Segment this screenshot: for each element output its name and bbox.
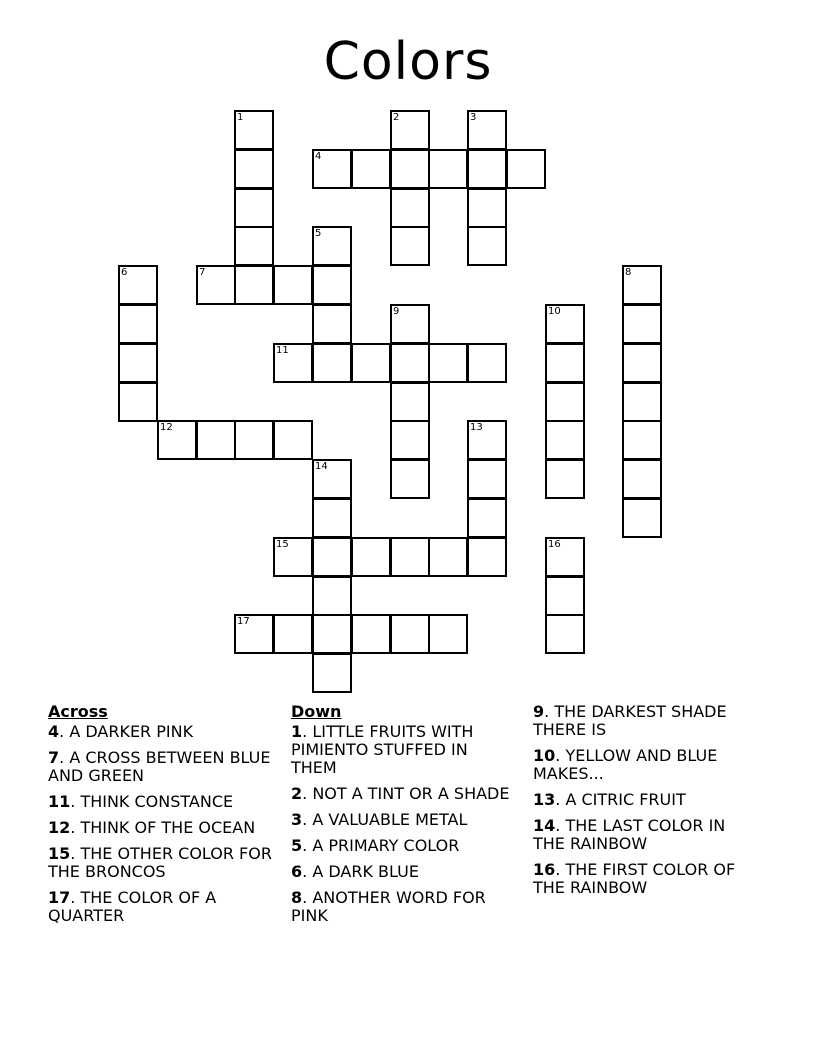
grid-cell[interactable] (390, 537, 430, 577)
clue-number: 5 (291, 836, 303, 855)
cell-number: 11 (276, 345, 289, 356)
grid-cell[interactable] (234, 188, 274, 228)
grid-cell[interactable] (545, 420, 585, 460)
grid-cell[interactable] (196, 420, 236, 460)
clue-text: NOT A TINT OR A SHADE (312, 784, 510, 803)
grid-cell[interactable] (234, 614, 274, 654)
clue-number: 17 (48, 888, 71, 907)
clue-15: 15. THE OTHER COLOR FOR THE BRONCOS (48, 844, 272, 881)
cell-number: 14 (315, 461, 328, 472)
clue-column-down (291, 703, 516, 933)
grid-cell[interactable] (234, 110, 274, 150)
grid-cell[interactable] (351, 614, 391, 654)
grid-cell[interactable] (312, 265, 352, 305)
grid-cell[interactable] (118, 382, 158, 422)
clue-text: A DARK BLUE (312, 862, 419, 881)
grid-cell[interactable] (312, 149, 352, 189)
grid-cell[interactable] (273, 614, 313, 654)
grid-cell[interactable] (273, 343, 313, 383)
grid-cell[interactable] (622, 343, 662, 383)
clue-14: 14. THE LAST COLOR IN THE RAINBOW (533, 816, 726, 853)
grid-cell[interactable] (312, 653, 352, 693)
grid-cell[interactable] (545, 614, 585, 654)
clue-number: 15 (48, 844, 71, 863)
grid-cell[interactable] (545, 459, 585, 499)
grid-cell[interactable] (390, 149, 430, 189)
across-heading: Across (48, 702, 108, 721)
grid-cell[interactable] (428, 149, 468, 189)
cell-number: 2 (393, 112, 400, 123)
grid-cell[interactable] (118, 304, 158, 344)
grid-cell[interactable] (234, 420, 274, 460)
clue-number: 10 (533, 746, 556, 765)
grid-cell[interactable] (428, 537, 468, 577)
down-heading: Down (291, 702, 342, 721)
clue-8: 8. ANOTHER WORD FOR PINK (291, 888, 486, 925)
grid-cell[interactable] (273, 537, 313, 577)
clue-12: 12. THINK OF THE OCEAN (48, 818, 256, 837)
clue-text: A CITRIC FRUIT (565, 790, 686, 809)
clue-number: 14 (533, 816, 556, 835)
grid-cell[interactable] (428, 343, 468, 383)
grid-cell[interactable] (390, 343, 430, 383)
cell-number: 17 (237, 616, 250, 627)
clue-text: LITTLE FRUITS WITH PIMIENTO STUFFED IN THEM (291, 722, 474, 777)
clue-number: 2 (291, 784, 303, 803)
clue-number: 6 (291, 862, 303, 881)
clue-text: A DARKER PINK (69, 722, 194, 741)
clue-5: 5. A PRIMARY COLOR (291, 836, 460, 855)
clue-4: 4. A DARKER PINK (48, 722, 194, 741)
grid-cell[interactable] (467, 188, 507, 228)
cell-number: 9 (393, 306, 400, 317)
grid-cell[interactable] (467, 226, 507, 266)
clue-column-across (48, 703, 273, 933)
cell-number: 15 (276, 539, 289, 550)
cell-number: 6 (121, 267, 128, 278)
grid-cell[interactable] (312, 614, 352, 654)
clue-16: 16. THE FIRST COLOR OF THE RAINBOW (533, 860, 736, 897)
grid-cell[interactable] (428, 614, 468, 654)
grid-cell[interactable] (467, 537, 507, 577)
clue-3: 3. A VALUABLE METAL (291, 810, 468, 829)
cell-number: 4 (315, 151, 322, 162)
grid-cell[interactable] (312, 498, 352, 538)
clue-text: THINK OF THE OCEAN (80, 818, 256, 837)
grid-cell[interactable] (118, 343, 158, 383)
puzzle-title: Colors (323, 32, 493, 92)
clue-text: ANOTHER WORD FOR PINK (291, 888, 486, 925)
grid-cell[interactable] (390, 420, 430, 460)
grid-cell[interactable] (622, 304, 662, 344)
clue-6: 6. A DARK BLUE (291, 862, 419, 881)
grid-cell[interactable] (157, 420, 197, 460)
clue-text: THE LAST COLOR IN THE RAINBOW (533, 816, 726, 853)
grid-cell[interactable] (312, 537, 352, 577)
grid-cell[interactable] (467, 110, 507, 150)
cell-number: 8 (625, 267, 632, 278)
clue-text: THE DARKEST SHADE THERE IS (533, 702, 727, 739)
clue-11: 11. THINK CONSTANCE (48, 792, 234, 811)
clue-number: 12 (48, 818, 71, 837)
grid-cell[interactable] (390, 459, 430, 499)
clue-number: 9 (533, 702, 545, 721)
grid-cell[interactable] (234, 265, 274, 305)
grid-cell[interactable] (506, 149, 546, 189)
grid-cell[interactable] (545, 304, 585, 344)
grid-cell[interactable] (351, 537, 391, 577)
cell-number: 3 (470, 112, 477, 123)
clue-7: 7. A CROSS BETWEEN BLUE AND GREEN (48, 748, 271, 785)
grid-cell[interactable] (545, 576, 585, 616)
grid-cell[interactable] (273, 265, 313, 305)
cell-number: 7 (199, 267, 206, 278)
clue-text: THE FIRST COLOR OF THE RAINBOW (533, 860, 736, 897)
grid-cell[interactable] (390, 188, 430, 228)
clue-number: 13 (533, 790, 556, 809)
grid-cell[interactable] (467, 149, 507, 189)
grid-cell[interactable] (545, 382, 585, 422)
clue-10: 10. YELLOW AND BLUE MAKES... (533, 746, 718, 783)
clue-17: 17. THE COLOR OF A QUARTER (48, 888, 217, 925)
grid-cell[interactable] (390, 304, 430, 344)
clue-text: A PRIMARY COLOR (312, 836, 460, 855)
grid-cell[interactable] (196, 265, 236, 305)
grid-cell[interactable] (622, 265, 662, 305)
grid-cell[interactable] (390, 110, 430, 150)
cell-number: 13 (470, 422, 483, 433)
clue-number: 1 (291, 722, 303, 741)
grid-cell[interactable] (273, 420, 313, 460)
clue-number: 4 (48, 722, 60, 741)
clue-number: 8 (291, 888, 303, 907)
clue-1: 1. LITTLE FRUITS WITH PIMIENTO STUFFED IN THEM (291, 722, 474, 777)
grid-cell[interactable] (467, 459, 507, 499)
clue-text: THINK CONSTANCE (80, 792, 234, 811)
grid-cell[interactable] (118, 265, 158, 305)
grid-cell[interactable] (467, 343, 507, 383)
cell-number: 1 (237, 112, 244, 123)
grid-cell[interactable] (234, 226, 274, 266)
clue-number: 3 (291, 810, 303, 829)
clue-text: YELLOW AND BLUE MAKES... (533, 746, 718, 783)
grid-cell[interactable] (312, 343, 352, 383)
clue-number: 11 (48, 792, 71, 811)
grid-cell[interactable] (312, 304, 352, 344)
grid-cell[interactable] (467, 498, 507, 538)
clue-text: THE COLOR OF A QUARTER (48, 888, 217, 925)
clue-text: A VALUABLE METAL (312, 810, 468, 829)
clue-number: 7 (48, 748, 60, 767)
grid-cell[interactable] (390, 614, 430, 654)
grid-cell[interactable] (622, 459, 662, 499)
clue-9: 9. THE DARKEST SHADE THERE IS (533, 702, 727, 739)
cell-number: 12 (160, 422, 173, 433)
grid-cell[interactable] (234, 149, 274, 189)
clue-text: THE OTHER COLOR FOR THE BRONCOS (48, 844, 272, 881)
grid-cell[interactable] (312, 576, 352, 616)
clue-number: 16 (533, 860, 556, 879)
grid-cell[interactable] (351, 343, 391, 383)
cell-number: 5 (315, 228, 322, 239)
grid-cell[interactable] (467, 420, 507, 460)
clue-text: A CROSS BETWEEN BLUE AND GREEN (48, 748, 271, 785)
grid-cell[interactable] (351, 149, 391, 189)
grid-cell[interactable] (390, 226, 430, 266)
grid-cell[interactable] (390, 382, 430, 422)
grid-cell[interactable] (622, 382, 662, 422)
grid-cell[interactable] (545, 537, 585, 577)
cell-number: 16 (548, 539, 561, 550)
cell-number: 10 (548, 306, 561, 317)
grid-cell[interactable] (622, 498, 662, 538)
clue-column-down-continued (533, 703, 758, 905)
grid-cell[interactable] (545, 343, 585, 383)
grid-cell[interactable] (622, 420, 662, 460)
grid-cell[interactable] (312, 459, 352, 499)
clue-13: 13. A CITRIC FRUIT (533, 790, 686, 809)
clue-2: 2. NOT A TINT OR A SHADE (291, 784, 510, 803)
grid-cell[interactable] (312, 226, 352, 266)
